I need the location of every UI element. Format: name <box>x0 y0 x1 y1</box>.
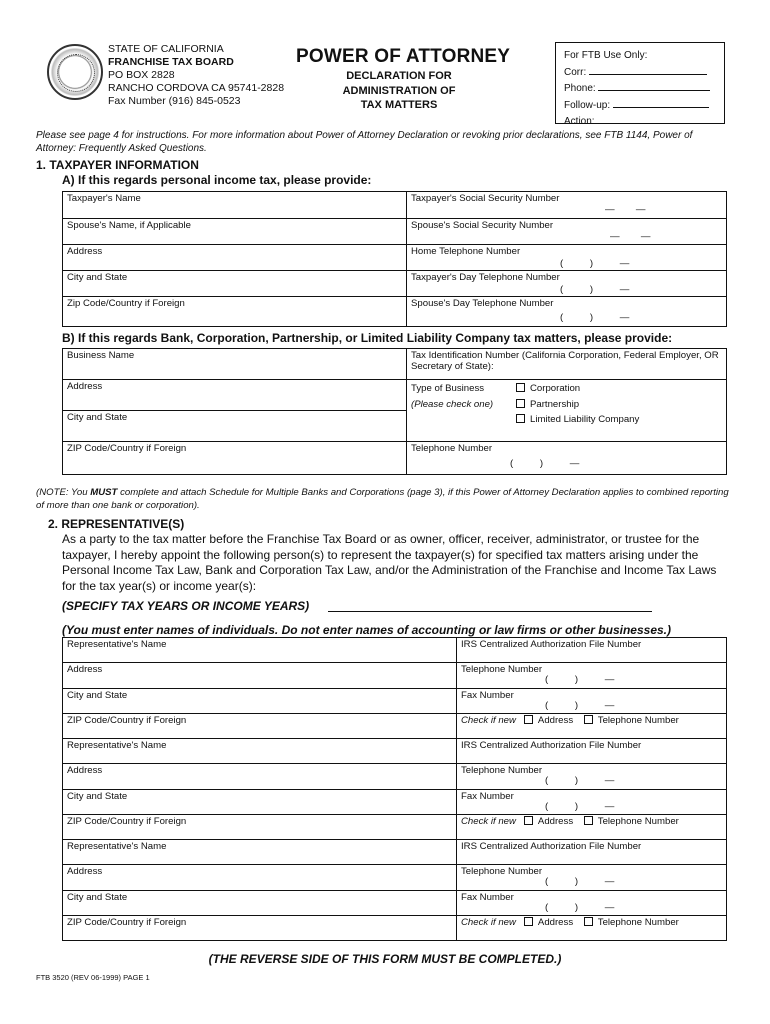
business-city-field[interactable] <box>63 410 406 441</box>
checkbox-icon[interactable] <box>524 715 533 724</box>
field-label: City and State <box>67 790 128 802</box>
checkbox-icon[interactable] <box>584 816 593 825</box>
field-label: Taxpayer's Name <box>67 193 141 204</box>
form-footer: FTB 3520 (REV 06-1999) PAGE 1 <box>36 973 150 982</box>
rep-name-field[interactable] <box>63 637 456 662</box>
field-label: Fax Number <box>461 790 514 802</box>
taxpayer-name-field[interactable] <box>63 191 406 218</box>
rep-caf-field[interactable] <box>457 637 727 662</box>
rep-name-field[interactable] <box>63 839 456 864</box>
checkbox-icon[interactable] <box>516 399 525 408</box>
phone-placeholder: ( ) — <box>545 699 615 711</box>
ftb-corr-label: Corr: <box>564 66 587 78</box>
checkbox-icon[interactable] <box>516 383 525 392</box>
phone-placeholder: ( ) — <box>545 901 615 913</box>
ftb-phone-field[interactable] <box>598 80 710 91</box>
rep-city-field[interactable] <box>63 688 456 713</box>
rep-address-field[interactable] <box>63 662 456 687</box>
field-label: Telephone Number <box>461 664 543 676</box>
business-type-options <box>512 379 722 441</box>
check-address-label: Address <box>537 815 574 827</box>
individuals-only-note: (You must enter names of individuals. Do not enter names of accounting or law firms or other businesses.) <box>62 623 671 637</box>
ftb-phone-label: Phone: <box>564 83 596 94</box>
field-label: Address <box>67 765 103 777</box>
agency-address-block <box>108 43 284 108</box>
taxpayer-ssn-field[interactable] <box>407 191 727 218</box>
phone-placeholder: ( ) — <box>545 775 615 787</box>
checkbox-icon[interactable] <box>584 917 593 926</box>
check-telephone-label: Telephone Number <box>597 916 679 928</box>
phone-placeholder: ( ) — <box>545 876 615 888</box>
phone-placeholder: ( ) — <box>560 312 630 323</box>
field-label: Taxpayer's Day Telephone Number <box>411 272 560 283</box>
multiple-banks-note <box>36 486 732 512</box>
rep-check-if-new <box>457 713 727 738</box>
agency-pobox: PO BOX 2828 <box>108 69 175 81</box>
rep-address-field[interactable] <box>63 864 456 889</box>
zip-field[interactable] <box>63 296 406 326</box>
business-address-field[interactable] <box>63 379 406 410</box>
rep-caf-field[interactable] <box>457 738 727 763</box>
field-label: Representative's Name <box>67 740 167 751</box>
check-address-label: Address <box>537 714 574 726</box>
field-label: City and State <box>67 689 128 701</box>
field-label: ZIP Code/Country if Foreign <box>67 714 187 726</box>
ftb-followup-field[interactable] <box>613 97 709 108</box>
field-label: ZIP Code/Country if Foreign <box>67 443 187 454</box>
address-field[interactable] <box>63 244 406 270</box>
rep-zip-field[interactable] <box>63 713 456 738</box>
business-type-labels <box>407 379 512 441</box>
field-label: IRS Centralized Authorization File Number <box>461 639 642 650</box>
field-label: Home Telephone Number <box>411 246 521 257</box>
section1-partB-heading: B) If this regards Bank, Corporation, Partnership, or Limited Liability Company tax matters, please provide: <box>62 331 673 345</box>
check-if-new-label: Check if new <box>461 916 516 928</box>
field-label: ZIP Code/Country if Foreign <box>67 815 187 827</box>
tin-field[interactable] <box>407 348 727 379</box>
instructions-intro: Please see page 4 for instructions. For more information about Power of Attorney Declaration or revoking prior declarations, see FTB 1144, Power of Attorney: Frequently Asked Questions. <box>36 130 693 154</box>
ftb-action-field[interactable] <box>597 113 719 124</box>
ssn-dashes: — — <box>610 231 651 242</box>
spouse-ssn-field[interactable] <box>407 218 727 244</box>
field-label: Business Name <box>67 350 135 361</box>
field-label: Zip Code/Country if Foreign <box>67 298 185 309</box>
checkbox-icon[interactable] <box>584 715 593 724</box>
rep-check-if-new <box>457 915 727 940</box>
rep-zip-field[interactable] <box>63 915 456 940</box>
business-name-field[interactable] <box>63 348 406 379</box>
phone-placeholder: ( ) — <box>545 674 615 686</box>
option-partnership[interactable] <box>516 397 722 413</box>
section2-heading: 2. REPRESENTATIVE(S) <box>48 517 185 531</box>
ftb-use-only-box <box>555 42 725 127</box>
phone-placeholder: ( ) — <box>510 458 580 469</box>
field-label: Spouse's Day Telephone Number <box>411 298 554 309</box>
field-label: Telephone Number <box>411 443 493 454</box>
form-subtitle <box>300 69 498 113</box>
check-if-new-label: Check if new <box>461 815 516 827</box>
section1-heading: 1. TAXPAYER INFORMATION <box>36 158 199 172</box>
phone-placeholder: ( ) — <box>560 258 630 269</box>
field-label: Fax Number <box>461 689 514 701</box>
check-one-hint: (Please check one) <box>411 398 494 410</box>
rep-zip-field[interactable] <box>63 814 456 839</box>
note-must: MUST <box>90 487 118 498</box>
field-label: City and State <box>67 272 128 283</box>
ftb-corr-field[interactable] <box>589 64 707 75</box>
ftb-use-heading: For FTB Use Only: <box>564 50 648 61</box>
specify-years-label: (SPECIFY TAX YEARS OR INCOME YEARS) <box>62 599 310 613</box>
field-label: Taxpayer's Social Security Number <box>411 193 560 204</box>
field-label: Address <box>67 381 103 392</box>
agency-fax: Fax Number (916) 845-0523 <box>108 95 241 107</box>
option-llc[interactable] <box>516 412 722 428</box>
check-telephone-label: Telephone Number <box>597 714 679 726</box>
form-title: POWER OF ATTORNEY <box>296 46 511 67</box>
appointment-paragraph: As a party to the tax matter before the Franchise Tax Board or as owner, officer, receiver, administrator, or trustee for the taxpayer, I hereby appoint the following person(s) to represent the taxpayer(s) for specified tax matters arising under the Personal Income Tax Law, Bank and Corporation Tax Law, and/or the Administration of the Franchise and Income Tax Laws for the tax year(s) or income year(s): <box>62 532 717 593</box>
type-of-business-label: Type of Business <box>411 383 485 394</box>
option-label: Corporation <box>530 383 581 394</box>
note-prefix: (NOTE: You <box>36 487 91 498</box>
field-label: Representative's Name <box>67 841 167 852</box>
subtitle-line: ADMINISTRATION OF <box>342 84 456 97</box>
field-label: Representative's Name <box>67 639 167 650</box>
ssn-dashes: — — <box>605 204 646 215</box>
field-label: Address <box>67 664 103 676</box>
field-label: Fax Number <box>461 891 514 903</box>
option-label: Limited Liability Company <box>530 414 640 425</box>
checkbox-icon[interactable] <box>524 917 533 926</box>
phone-placeholder: ( ) — <box>560 284 630 295</box>
check-if-new-label: Check if new <box>461 714 516 726</box>
field-label: City and State <box>67 412 128 423</box>
subtitle-line: DECLARATION FOR <box>346 70 452 82</box>
field-label: ZIP Code/Country if Foreign <box>67 916 187 928</box>
field-label: City and State <box>67 891 128 903</box>
agency-city: RANCHO CORDOVA CA 95741-2828 <box>108 82 285 94</box>
option-label: Partnership <box>530 398 580 410</box>
field-label: IRS Centralized Authorization File Number <box>461 841 642 852</box>
agency-name: FRANCHISE TAX BOARD <box>108 56 234 68</box>
phone-placeholder: ( ) — <box>545 800 615 812</box>
note-rest: complete and attach Schedule for Multiple Banks and Corporations (page 3), if this Power of Attorney Declaration applies to combined reporting of more than one bank or corporation). <box>36 487 729 511</box>
check-address-label: Address <box>537 916 574 928</box>
rep-caf-field[interactable] <box>457 839 727 864</box>
ftb-followup-label: Follow-up: <box>564 99 611 111</box>
spouse-name-field[interactable] <box>63 218 406 244</box>
agency-state: STATE OF CALIFORNIA <box>108 43 224 55</box>
rep-city-field[interactable] <box>63 789 456 814</box>
rep-check-if-new <box>457 814 727 839</box>
rep-address-field[interactable] <box>63 763 456 788</box>
field-label: Telephone Number <box>461 866 543 878</box>
business-zip-field[interactable] <box>63 441 406 474</box>
rep-name-field[interactable] <box>63 738 456 763</box>
field-label: Address <box>67 866 103 878</box>
check-telephone-label: Telephone Number <box>597 815 679 827</box>
city-state-field[interactable] <box>63 270 406 296</box>
checkbox-icon[interactable] <box>516 414 525 423</box>
field-label: Telephone Number <box>461 765 543 777</box>
checkbox-icon[interactable] <box>524 816 533 825</box>
field-label: Address <box>67 246 103 257</box>
rep-city-field[interactable] <box>63 890 456 915</box>
tax-years-input[interactable] <box>328 611 652 612</box>
field-label: Spouse's Social Security Number <box>411 220 554 231</box>
field-label: Tax Identification Number (California Corporation, Federal Employer, OR Secretary of State): <box>411 350 719 372</box>
ftb-action-label: Action: <box>564 116 595 127</box>
state-seal-icon <box>47 44 103 100</box>
field-label: Spouse's Name, if Applicable <box>67 220 191 231</box>
subtitle-line: TAX MATTERS <box>360 99 438 111</box>
field-label: IRS Centralized Authorization File Number <box>461 740 642 751</box>
section1-partA-heading: A) If this regards personal income tax, please provide: <box>62 173 372 187</box>
option-corporation[interactable] <box>516 381 722 397</box>
reverse-side-note: (THE REVERSE SIDE OF THIS FORM MUST BE COMPLETED.) <box>208 952 562 966</box>
